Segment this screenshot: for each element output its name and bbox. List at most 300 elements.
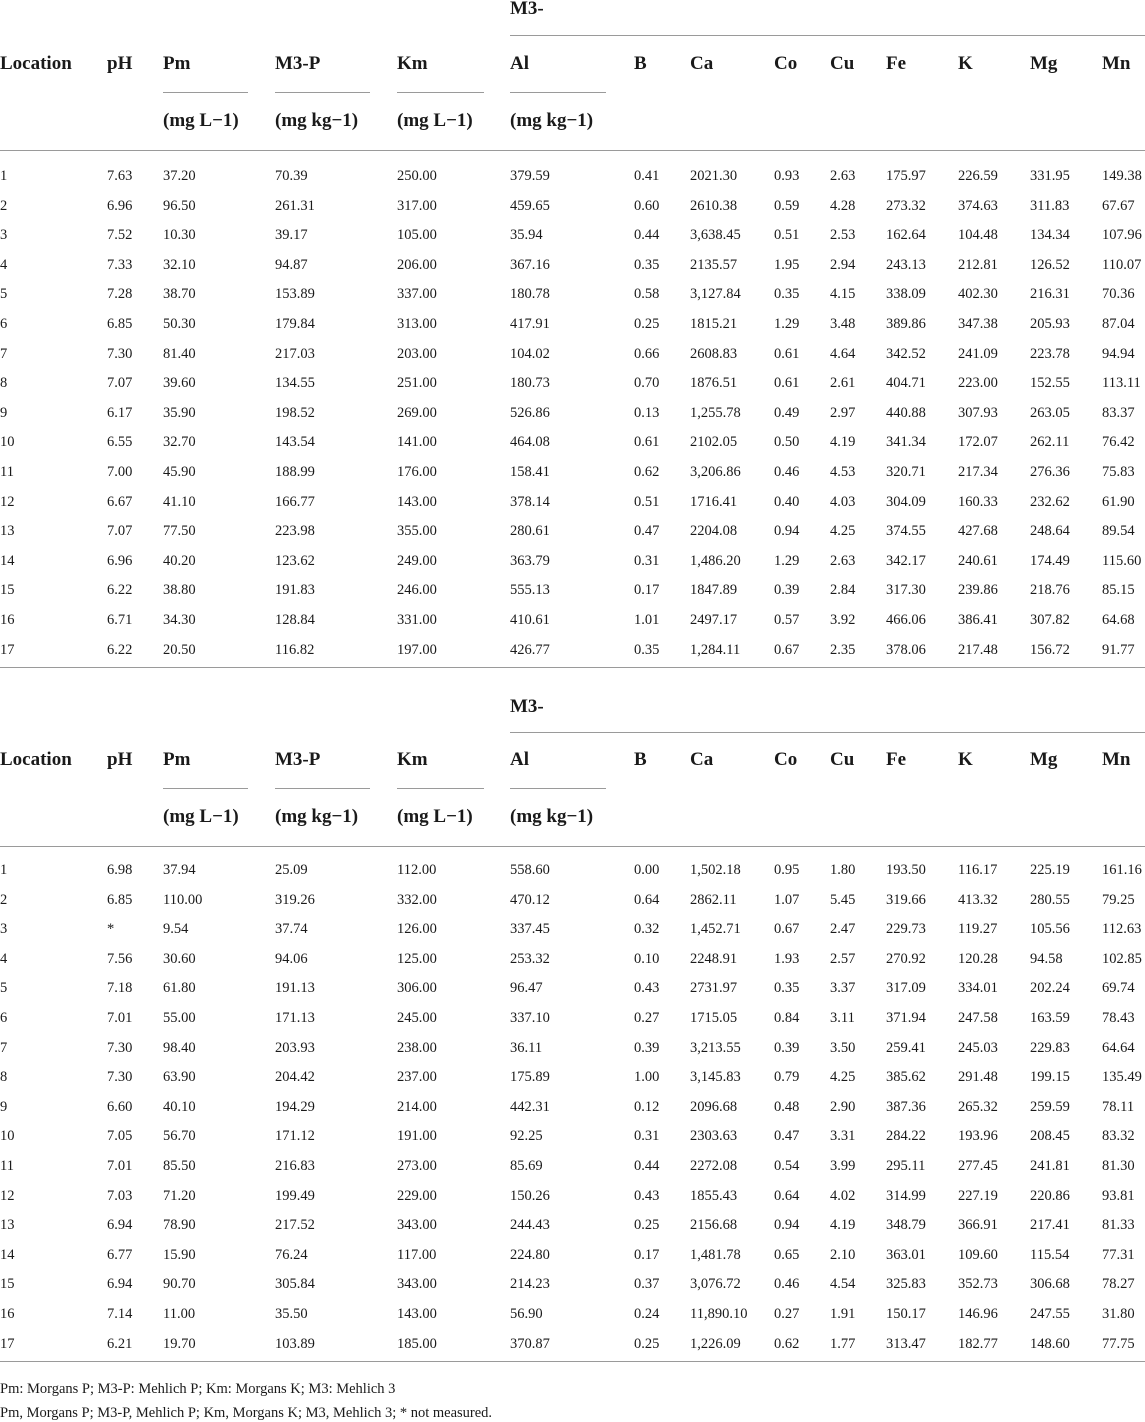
- cell-km: 246.00: [397, 582, 437, 599]
- cell-cu: 3.37: [830, 980, 856, 997]
- cell-mg: 262.11: [1030, 434, 1070, 451]
- cell-k: 217.48: [958, 641, 998, 658]
- cell-m3-p: 198.52: [275, 404, 315, 421]
- cell-k: 366.91: [958, 1217, 998, 1234]
- cell-al: 150.26: [510, 1187, 550, 1204]
- cell-co: 0.39: [774, 1039, 800, 1056]
- cell-pm: 19.70: [163, 1335, 196, 1352]
- cell-pm: 39.60: [163, 375, 196, 392]
- cell-fe: 150.17: [886, 1306, 926, 1322]
- cell-cu: 3.31: [830, 1128, 856, 1145]
- cell-al: 426.77: [510, 641, 550, 658]
- cell-al: 214.23: [510, 1276, 550, 1293]
- cell-k: 223.00: [958, 375, 998, 392]
- unit-label-al: (mg kg−1): [510, 110, 594, 131]
- cell-fe: 313.47: [886, 1335, 926, 1352]
- cell-mn: 77.75: [1102, 1335, 1135, 1352]
- cell-b: 0.37: [634, 1276, 660, 1293]
- cell-mn: 113.11: [1102, 375, 1141, 392]
- cell-ph: 7.01: [107, 1010, 133, 1026]
- header-rule: [0, 846, 1145, 847]
- cell-ph: 6.17: [107, 404, 133, 421]
- unit-underline-m3-p: [275, 92, 370, 93]
- cell-al: 96.47: [510, 980, 543, 997]
- cell-cu: 3.50: [830, 1039, 856, 1056]
- cell-mn: 89.54: [1102, 523, 1135, 540]
- cell-mn: 112.63: [1102, 921, 1142, 938]
- unit-label-al: (mg kg−1): [510, 806, 594, 827]
- cell-co: 0.59: [774, 197, 800, 214]
- column-header-ph: pH: [107, 749, 133, 770]
- cell-fe: 175.97: [886, 168, 926, 184]
- cell-pm: 9.54: [163, 921, 189, 938]
- cell-m3-p: 194.29: [275, 1098, 315, 1115]
- cell-ca: 1716.41: [690, 493, 738, 510]
- cell-km: 237.00: [397, 1069, 437, 1086]
- column-header-pm: Pm: [163, 749, 191, 770]
- cell-b: 0.35: [634, 256, 660, 273]
- cell-mn: 91.77: [1102, 641, 1135, 658]
- cell-ph: 7.01: [107, 1158, 133, 1174]
- cell-mg: 263.05: [1030, 404, 1070, 421]
- cell-location: 13: [0, 523, 15, 540]
- cell-mn: 61.90: [1102, 493, 1135, 510]
- cell-km: 191.00: [397, 1128, 437, 1145]
- cell-pm: 45.90: [163, 464, 196, 480]
- cell-ca: 2272.08: [690, 1158, 738, 1174]
- cell-m3-p: 216.83: [275, 1158, 315, 1174]
- cell-ca: 2248.91: [690, 950, 738, 967]
- cell-b: 0.43: [634, 1187, 660, 1204]
- cell-pm: 55.00: [163, 1010, 196, 1026]
- cell-k: 240.61: [958, 552, 998, 569]
- cell-pm: 41.10: [163, 493, 196, 510]
- cell-co: 0.50: [774, 434, 800, 451]
- cell-al: 370.87: [510, 1335, 550, 1352]
- unit-label-pm: (mg L−1): [163, 806, 239, 827]
- cell-co: 0.84: [774, 1010, 800, 1026]
- cell-co: 0.46: [774, 1276, 800, 1293]
- cell-al: 378.14: [510, 493, 550, 510]
- cell-pm: 90.70: [163, 1276, 196, 1293]
- column-header-cu: Cu: [830, 53, 855, 74]
- cell-al: 558.60: [510, 862, 550, 878]
- cell-km: 197.00: [397, 641, 437, 658]
- cell-m3-p: 143.54: [275, 434, 315, 451]
- cell-k: 402.30: [958, 286, 998, 303]
- cell-mn: 64.68: [1102, 612, 1135, 628]
- cell-ca: 3,206.86: [690, 464, 741, 480]
- cell-pm: 35.90: [163, 404, 196, 421]
- cell-co: 0.49: [774, 404, 800, 421]
- cell-cu: 3.48: [830, 316, 856, 332]
- cell-ca: 2303.63: [690, 1128, 738, 1145]
- cell-ca: 1,502.18: [690, 862, 741, 878]
- cell-al: 442.31: [510, 1098, 550, 1115]
- cell-b: 0.10: [634, 950, 660, 967]
- cell-location: 7: [0, 345, 8, 362]
- cell-km: 105.00: [397, 227, 437, 244]
- cell-m3-p: 37.74: [275, 921, 308, 938]
- cell-mg: 232.62: [1030, 493, 1070, 510]
- cell-ph: 6.85: [107, 316, 133, 332]
- unit-label-km: (mg L−1): [397, 110, 473, 131]
- group-rule: [510, 732, 1145, 733]
- cell-al: 180.73: [510, 375, 550, 392]
- cell-al: 104.02: [510, 345, 550, 362]
- cell-mn: 67.67: [1102, 197, 1135, 214]
- cell-al: 379.59: [510, 168, 550, 184]
- cell-ph: 6.94: [107, 1276, 133, 1293]
- cell-mn: 81.33: [1102, 1217, 1135, 1234]
- cell-km: 306.00: [397, 980, 437, 997]
- cell-al: 470.12: [510, 891, 550, 908]
- cell-m3-p: 76.24: [275, 1246, 308, 1263]
- cell-ca: 3,213.55: [690, 1039, 741, 1056]
- cell-km: 112.00: [397, 862, 437, 878]
- cell-co: 0.67: [774, 641, 800, 658]
- column-header-co: Co: [774, 749, 798, 770]
- cell-mg: 105.56: [1030, 921, 1070, 938]
- cell-ph: 6.22: [107, 641, 133, 658]
- cell-location: 1: [0, 862, 8, 878]
- cell-fe: 162.64: [886, 227, 926, 244]
- cell-mg: 205.93: [1030, 316, 1070, 332]
- cell-location: 8: [0, 375, 8, 392]
- cell-location: 1: [0, 168, 8, 184]
- cell-mn: 76.42: [1102, 434, 1135, 451]
- cell-k: 241.09: [958, 345, 998, 362]
- cell-fe: 314.99: [886, 1187, 926, 1204]
- cell-al: 410.61: [510, 612, 550, 628]
- cell-al: 35.94: [510, 227, 543, 244]
- cell-location: 3: [0, 227, 8, 244]
- cell-cu: 2.94: [830, 256, 856, 273]
- cell-k: 120.28: [958, 950, 998, 967]
- cell-mg: 247.55: [1030, 1306, 1070, 1322]
- cell-k: 413.32: [958, 891, 998, 908]
- cell-fe: 338.09: [886, 286, 926, 303]
- cell-ca: 1,226.09: [690, 1335, 741, 1352]
- cell-mg: 229.83: [1030, 1039, 1070, 1056]
- cell-k: 265.32: [958, 1098, 998, 1115]
- column-header-ph: pH: [107, 53, 133, 74]
- cell-fe: 371.94: [886, 1010, 926, 1026]
- cell-pm: 11.00: [163, 1306, 196, 1322]
- cell-location: 17: [0, 641, 15, 658]
- column-header-b: B: [634, 53, 647, 74]
- cell-ph: 6.94: [107, 1217, 133, 1234]
- group-rule: [510, 35, 1145, 36]
- cell-m3-p: 171.12: [275, 1128, 315, 1145]
- cell-mg: 248.64: [1030, 523, 1070, 540]
- cell-ph: 7.30: [107, 1069, 133, 1086]
- cell-mn: 110.07: [1102, 256, 1142, 273]
- cell-b: 0.35: [634, 641, 660, 658]
- cell-k: 217.34: [958, 464, 998, 480]
- cell-pm: 40.10: [163, 1098, 196, 1115]
- cell-b: 1.01: [634, 612, 660, 628]
- cell-ph: 6.55: [107, 434, 133, 451]
- cell-m3-p: 217.52: [275, 1217, 315, 1234]
- cell-ph: 7.56: [107, 950, 133, 967]
- cell-location: 8: [0, 1069, 8, 1086]
- cell-cu: 3.99: [830, 1158, 856, 1174]
- cell-location: 15: [0, 582, 15, 599]
- cell-m3-p: 39.17: [275, 227, 308, 244]
- unit-underline-km: [397, 92, 484, 93]
- column-header-mn: Mn: [1102, 749, 1131, 770]
- cell-ca: 2497.17: [690, 612, 738, 628]
- table-bottom-rule: [0, 667, 1145, 668]
- cell-al: 459.65: [510, 197, 550, 214]
- unit-label-pm: (mg L−1): [163, 110, 239, 131]
- cell-ca: 3,145.83: [690, 1069, 741, 1086]
- cell-m3-p: 319.26: [275, 891, 315, 908]
- cell-cu: 2.10: [830, 1246, 856, 1263]
- cell-ph: 6.60: [107, 1098, 133, 1115]
- cell-cu: 4.02: [830, 1187, 856, 1204]
- cell-b: 0.32: [634, 921, 660, 938]
- cell-al: 417.91: [510, 316, 550, 332]
- cell-k: 291.48: [958, 1069, 998, 1086]
- cell-mg: 259.59: [1030, 1098, 1070, 1115]
- cell-location: 5: [0, 980, 8, 997]
- cell-fe: 317.30: [886, 582, 926, 599]
- cell-fe: 440.88: [886, 404, 926, 421]
- cell-pm: 10.30: [163, 227, 196, 244]
- cell-mg: 174.49: [1030, 552, 1070, 569]
- cell-mn: 85.15: [1102, 582, 1135, 599]
- cell-k: 227.19: [958, 1187, 998, 1204]
- cell-fe: 270.92: [886, 950, 926, 967]
- cell-pm: 78.90: [163, 1217, 196, 1234]
- cell-b: 0.64: [634, 891, 660, 908]
- cell-mg: 202.24: [1030, 980, 1070, 997]
- cell-km: 343.00: [397, 1217, 437, 1234]
- cell-k: 119.27: [958, 921, 998, 938]
- cell-ph: 6.96: [107, 197, 133, 214]
- cell-location: 14: [0, 1246, 15, 1263]
- column-header-m3-p: M3-P: [275, 749, 321, 770]
- column-header-km: Km: [397, 749, 428, 770]
- cell-ph: 7.18: [107, 980, 133, 997]
- column-header-pm: Pm: [163, 53, 191, 74]
- cell-ca: 1876.51: [690, 375, 738, 392]
- cell-ca: 2204.08: [690, 523, 738, 540]
- unit-label-km: (mg L−1): [397, 806, 473, 827]
- cell-b: 0.70: [634, 375, 660, 392]
- cell-pm: 77.50: [163, 523, 196, 540]
- cell-b: 0.27: [634, 1010, 660, 1026]
- cell-mg: 220.86: [1030, 1187, 1070, 1204]
- cell-b: 0.47: [634, 523, 660, 540]
- cell-b: 0.12: [634, 1098, 660, 1115]
- cell-mg: 156.72: [1030, 641, 1070, 658]
- unit-label-m3-p: (mg kg−1): [275, 806, 359, 827]
- cell-m3-p: 171.13: [275, 1010, 315, 1026]
- cell-m3-p: 305.84: [275, 1276, 315, 1293]
- cell-ca: 3,076.72: [690, 1276, 741, 1293]
- cell-pm: 56.70: [163, 1128, 196, 1145]
- cell-mg: 225.19: [1030, 862, 1070, 878]
- cell-k: 182.77: [958, 1335, 998, 1352]
- cell-mg: 218.76: [1030, 582, 1070, 599]
- cell-cu: 2.35: [830, 641, 856, 658]
- cell-fe: 319.66: [886, 891, 926, 908]
- cell-al: 92.25: [510, 1128, 543, 1145]
- cell-co: 0.93: [774, 168, 800, 184]
- cell-ph: 6.21: [107, 1335, 133, 1352]
- cell-m3-p: 217.03: [275, 345, 315, 362]
- cell-b: 0.24: [634, 1306, 660, 1322]
- cell-co: 0.40: [774, 493, 800, 510]
- cell-ph: 7.28: [107, 286, 133, 303]
- cell-km: 331.00: [397, 612, 437, 628]
- cell-mg: 223.78: [1030, 345, 1070, 362]
- cell-co: 1.29: [774, 552, 800, 569]
- cell-co: 1.95: [774, 256, 800, 273]
- group-label-m3: M3-: [510, 696, 544, 717]
- cell-km: 126.00: [397, 921, 437, 938]
- cell-ph: 6.22: [107, 582, 133, 599]
- cell-mn: 83.37: [1102, 404, 1135, 421]
- cell-location: 3: [0, 921, 8, 938]
- cell-location: 11: [0, 1158, 14, 1174]
- cell-k: 247.58: [958, 1010, 998, 1026]
- cell-fe: 284.22: [886, 1128, 926, 1145]
- cell-location: 14: [0, 552, 15, 569]
- cell-co: 0.35: [774, 286, 800, 303]
- cell-ph: 7.30: [107, 345, 133, 362]
- cell-m3-p: 188.99: [275, 464, 315, 480]
- cell-km: 317.00: [397, 197, 437, 214]
- cell-location: 11: [0, 464, 14, 480]
- cell-pm: 61.80: [163, 980, 196, 997]
- cell-co: 0.54: [774, 1158, 800, 1174]
- cell-b: 0.13: [634, 404, 660, 421]
- column-header-mg: Mg: [1030, 749, 1058, 770]
- cell-mg: 307.82: [1030, 612, 1070, 628]
- column-header-location: Location: [0, 53, 72, 74]
- cell-km: 214.00: [397, 1098, 437, 1115]
- cell-fe: 378.06: [886, 641, 926, 658]
- cell-co: 0.61: [774, 345, 800, 362]
- cell-mn: 87.04: [1102, 316, 1135, 332]
- cell-k: 277.45: [958, 1158, 998, 1174]
- cell-m3-p: 261.31: [275, 197, 315, 214]
- cell-mn: 161.16: [1102, 862, 1142, 878]
- cell-cu: 4.19: [830, 1217, 856, 1234]
- cell-km: 249.00: [397, 552, 437, 569]
- cell-ph: 6.67: [107, 493, 133, 510]
- cell-pm: 81.40: [163, 345, 196, 362]
- cell-fe: 273.32: [886, 197, 926, 214]
- cell-m3-p: 116.82: [275, 641, 315, 658]
- cell-fe: 259.41: [886, 1039, 926, 1056]
- column-header-fe: Fe: [886, 53, 907, 74]
- cell-fe: 466.06: [886, 612, 926, 628]
- unit-underline-pm: [163, 788, 248, 789]
- cell-pm: 32.70: [163, 434, 196, 451]
- cell-ph: *: [107, 921, 115, 938]
- cell-mn: 79.25: [1102, 891, 1135, 908]
- cell-b: 1.00: [634, 1069, 660, 1086]
- cell-fe: 363.01: [886, 1246, 926, 1263]
- cell-k: 374.63: [958, 197, 998, 214]
- cell-co: 0.51: [774, 227, 800, 244]
- cell-co: 0.95: [774, 862, 800, 878]
- cell-m3-p: 191.83: [275, 582, 315, 599]
- cell-cu: 1.91: [830, 1306, 856, 1322]
- cell-b: 0.31: [634, 552, 660, 569]
- cell-co: 0.47: [774, 1128, 800, 1145]
- cell-pm: 37.94: [163, 862, 196, 878]
- cell-m3-p: 94.87: [275, 256, 308, 273]
- cell-al: 337.45: [510, 921, 550, 938]
- cell-k: 239.86: [958, 582, 998, 599]
- cell-m3-p: 191.13: [275, 980, 315, 997]
- cell-mg: 126.52: [1030, 256, 1070, 273]
- cell-fe: 325.83: [886, 1276, 926, 1293]
- cell-ca: 2021.30: [690, 168, 738, 184]
- cell-k: 116.17: [958, 862, 998, 878]
- cell-k: 226.59: [958, 168, 998, 184]
- cell-cu: 3.11: [830, 1010, 855, 1026]
- cell-ph: 6.96: [107, 552, 133, 569]
- cell-mg: 134.34: [1030, 227, 1070, 244]
- cell-cu: 2.97: [830, 404, 856, 421]
- cell-km: 229.00: [397, 1187, 437, 1204]
- cell-ca: 1,452.71: [690, 921, 741, 938]
- unit-underline-al: [510, 788, 606, 789]
- cell-al: 175.89: [510, 1069, 550, 1086]
- cell-m3-p: 166.77: [275, 493, 315, 510]
- cell-al: 36.11: [510, 1039, 543, 1056]
- cell-pm: 38.70: [163, 286, 196, 303]
- column-header-k: K: [958, 749, 973, 770]
- cell-co: 1.93: [774, 950, 800, 967]
- column-header-m3-p: M3-P: [275, 53, 321, 74]
- cell-mg: 163.59: [1030, 1010, 1070, 1026]
- cell-mn: 78.27: [1102, 1276, 1135, 1293]
- cell-ph: 6.85: [107, 891, 133, 908]
- column-header-cu: Cu: [830, 749, 855, 770]
- cell-km: 269.00: [397, 404, 437, 421]
- cell-b: 0.25: [634, 1335, 660, 1352]
- cell-fe: 341.34: [886, 434, 926, 451]
- cell-km: 206.00: [397, 256, 437, 273]
- cell-b: 0.17: [634, 1246, 660, 1263]
- cell-al: 367.16: [510, 256, 550, 273]
- cell-al: 158.41: [510, 464, 550, 480]
- cell-m3-p: 128.84: [275, 612, 315, 628]
- footnote-2: Pm, Morgans P; M3-P, Mehlich P; Km, Morgans K; M3, Mehlich 3; * not measured.: [0, 1405, 493, 1421]
- cell-ca: 1847.89: [690, 582, 738, 599]
- cell-cu: 1.80: [830, 862, 856, 878]
- cell-km: 337.00: [397, 286, 437, 303]
- cell-ph: 7.63: [107, 168, 133, 184]
- cell-k: 307.93: [958, 404, 998, 421]
- cell-ph: 7.52: [107, 227, 133, 244]
- cell-mn: 149.38: [1102, 168, 1142, 184]
- cell-al: 244.43: [510, 1217, 550, 1234]
- cell-location: 4: [0, 950, 8, 967]
- cell-al: 555.13: [510, 582, 550, 599]
- column-header-k: K: [958, 53, 973, 74]
- cell-al: 180.78: [510, 286, 550, 303]
- cell-mg: 152.55: [1030, 375, 1070, 392]
